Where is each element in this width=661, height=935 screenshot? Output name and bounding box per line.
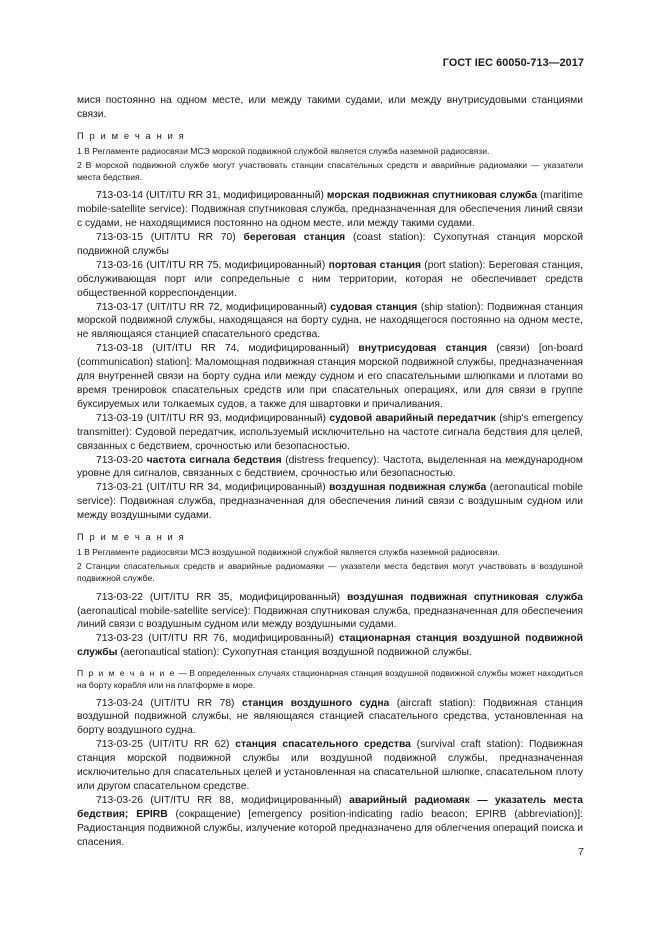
term-name: судовой аварийный передатчик [329, 412, 496, 424]
term-definition: (coast station): Сухопутная станция морской подвижной службы [77, 232, 583, 257]
term-entry [77, 738, 583, 794]
notes-block-1 [77, 129, 583, 184]
page-number: 7 [578, 846, 584, 858]
term-name: стационарная станция воздушной подвижной службы [77, 633, 583, 659]
term-entry [77, 259, 583, 301]
term-reference: 713-03-17 (UIT/ITU RR 72, модифицированный) [96, 301, 327, 313]
note-item: 1 В Регламенте радиосвязи МСЭ морской подвижной службой является служба наземной радиосвязи. [77, 145, 490, 156]
term-definition: (связи) [on-board (communication) station]: Маломощная подвижная станция морской подвижной службы, предназначенная для внутренней связи на борту судна или между судном и его спасательными шлюпками и плотами во время тренировок спасательных средств или при спасательных операциях, или для связи в группе буксируемых или толкаемых судов, а также для швартовки и причаливания. [77, 343, 583, 410]
term-reference: 713-03-21 (UIT/ITU RR 34, модифицированный) [96, 482, 326, 494]
term-entry [77, 591, 583, 633]
term-name: портовая станция [328, 259, 422, 271]
term-definition: (aeronautical station): Сухопутная станция воздушной подвижной службы. [120, 647, 472, 659]
term-entry [77, 301, 583, 343]
terms-list [77, 591, 583, 661]
term-entry [77, 632, 583, 660]
note-item: 1 В Регламенте радиосвязи МСЭ воздушной подвижной службой является служба наземной радиосвязи. [77, 546, 500, 557]
term-name: воздушная подвижная служба [329, 482, 487, 494]
intro-paragraph: мися постоянно на одном месте, или между такими судами, или между внутрисудовыми станциями связи. [77, 95, 583, 120]
term-definition: (aircraft station): Подвижная станция воздушной подвижной службы, не являющаяся станцией спасательного средства, установленная на борту воздушного судна. [77, 697, 583, 737]
standard-code-header: ГОСТ IEC 60050-713—2017 [442, 57, 584, 69]
term-reference: 713-03-14 (UIT/ITU RR 31, модифицированный) [96, 190, 324, 202]
note-item: 2 Станции спасательных средств и аварийные радиомаяки — указатели места бедствия могут участвовать в воздушной подвижной службе. [77, 561, 583, 584]
term-name: аварийный радиомаяк — указатель места бедствия; EPIRB [77, 794, 583, 820]
term-definition: (ship station): Подвижная станция морской подвижной службы, находящаяся на борту судна, не находящегося постоянно на одном месте, не являющаяся станцией спасательного средства. [77, 301, 583, 341]
terms-list [77, 189, 583, 523]
term-definition: (сокращение) [emergency position-indicating radio beacon; EPIRB (abbreviation)]: Радиостанция подвижной службы, излучение которой предназначено для облегчения операций поиска и спасения. [77, 808, 583, 848]
term-definition: (survival craft station): Подвижная станция морской подвижной службы или воздушной подвижной службы, предназначенная исключительно для спасательных целей и установленная на спасательной шлюпке, спасательном плоту или другом спасательном средстве. [77, 739, 583, 792]
term-definition: (aeronautical mobile-satellite service): Подвижная спутниковая служба, предназначенная для обеспечения линий связи с воздушным судном или между воздушными судами. [77, 605, 583, 631]
term-reference: 713-03-25 (UIT/ITU RR 62) [96, 739, 230, 751]
term-reference: 713-03-19 (UIT/ITU RR 93, модифицированный) [96, 412, 326, 424]
term-entry [77, 697, 583, 739]
notes-heading: П р и м е ч а н и я [77, 129, 186, 141]
term-reference: 713-03-22 (UIT/ITU RR 35, модифицированный) [96, 591, 341, 603]
notes-heading: П р и м е ч а н и я [77, 531, 186, 543]
term-name: судовая станция [330, 301, 418, 313]
term-reference: 713-03-16 (UIT/ITU RR 75, модифицированный) [96, 259, 326, 271]
term-definition: (maritime mobile-satellite service): Подвижная спутниковая служба, предназначенная для обеспечения линий связи с судами, не находящимися постоянно на одном месте, или между такими судами. [77, 190, 583, 230]
term-entry [77, 189, 583, 231]
term-entry [77, 481, 583, 523]
term-reference: 713-03-15 (UIT/ITU RR 70) [96, 232, 236, 244]
term-definition: (port station): Береговая станция, обслуживающая порт или сопредельные с ним территории, которая не обеспечивает средств общественной корреспонденции. [77, 259, 583, 299]
term-name: воздушная подвижная спутниковая служба [346, 591, 583, 603]
term-entry [77, 794, 583, 850]
term-reference: 713-03-18 (UIT/ITU RR 74, модифицированный) [96, 343, 350, 355]
notes-block-2 [77, 530, 583, 585]
terms-list [77, 697, 583, 850]
term-definition: (ship's emergency transmitter): Судовой передатчик, используемый исключительно на частоте сигнала бедствия для целей, связанных с бедствием, срочностью или безопасностью. [77, 412, 583, 452]
term-entry [77, 231, 583, 259]
term-reference: 713-03-20 [96, 454, 143, 466]
term-name: внутрисудовая станция [358, 343, 488, 355]
term-reference: 713-03-26 (UIT/ITU RR 88, модифицированный) [96, 794, 342, 806]
term-name: частота сигнала бедствия [146, 454, 282, 466]
term-name: станция воздушного судна [241, 697, 390, 709]
term-definition: (aeronautical mobile service): Подвижная служба, предназначенная для обеспечения линий связи с воздушным судном или между воздушными судами. [77, 482, 583, 522]
term-name: береговая станция [243, 232, 346, 244]
note-item: 2 В морской подвижной службе могут участвовать станции спасательных средств и аварийные радиомаяки — указатели места бедствия. [77, 159, 583, 183]
term-name: морская подвижная спутниковая служба [326, 190, 538, 202]
term-name: станция спасательного средства [235, 739, 411, 751]
term-entry [77, 342, 583, 412]
note-label: П р и м е ч а н и е [77, 668, 176, 679]
term-entry [77, 454, 583, 482]
term-entry [77, 412, 583, 454]
page-content [77, 94, 583, 850]
term-reference: 713-03-24 (UIT/ITU RR 78) [96, 697, 235, 709]
term-definition: (distress frequency): Частота, выделенная на международном уровне для сигналов, связанных с бедствием, срочностью или безопасностью. [77, 454, 583, 480]
note-text: — В определенных случаях стационарная станция воздушной подвижной службы может находиться на борту корабля или на платформе в море. [77, 668, 583, 691]
term-reference: 713-03-23 (UIT/ITU RR 76, модифицированный) [96, 633, 334, 645]
single-note [77, 667, 583, 691]
